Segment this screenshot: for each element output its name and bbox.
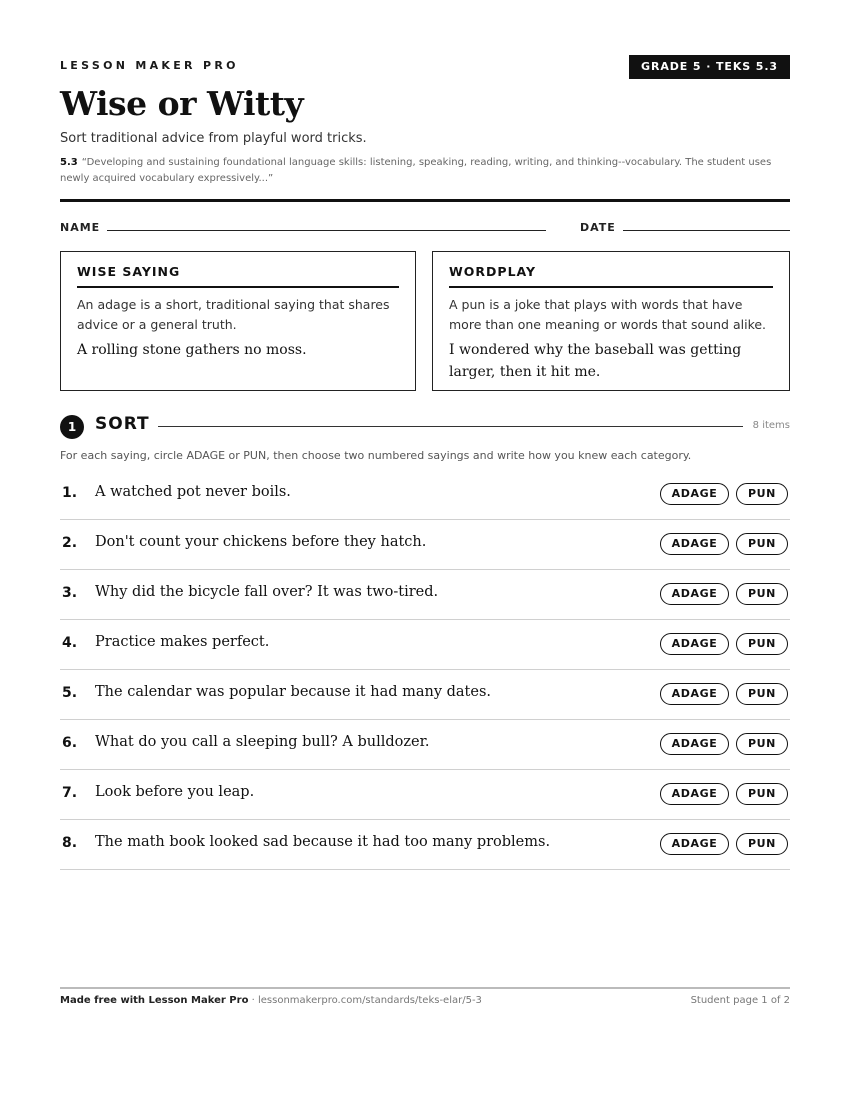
wise-saying-card — [60, 251, 416, 391]
list-item — [60, 470, 790, 520]
sort-item-list — [60, 470, 790, 870]
pun-option[interactable]: PUN — [736, 683, 788, 705]
list-item — [60, 670, 790, 720]
adage-option[interactable]: ADAGE — [660, 733, 729, 755]
list-item — [60, 520, 790, 570]
standard-text: “Developing and sustaining foundational language skills: listening, speaking, reading, writing, and thinking--vocabulary. The student uses newly acquired vocabulary expressively...” — [60, 157, 772, 184]
item-number: 4. — [62, 635, 78, 651]
card-heading: WORDPLAY — [449, 264, 773, 288]
item-number: 5. — [62, 685, 78, 701]
adage-option[interactable]: ADAGE — [660, 783, 729, 805]
item-count: 8 items — [752, 420, 790, 431]
wordplay-card — [432, 251, 790, 391]
name-field[interactable] — [107, 230, 546, 231]
footer-made-with: Made free with Lesson Maker Pro — [60, 995, 249, 1006]
page-number: Student page 1 of 2 — [690, 995, 790, 1006]
pun-option[interactable]: PUN — [736, 483, 788, 505]
brand-name: LESSON MAKER PRO — [60, 59, 239, 72]
pun-option[interactable]: PUN — [736, 583, 788, 605]
name-label: NAME — [60, 221, 101, 234]
item-number: 2. — [62, 535, 78, 551]
card-example: A rolling stone gathers no moss. — [77, 342, 307, 358]
list-item — [60, 820, 790, 870]
pun-option[interactable]: PUN — [736, 633, 788, 655]
adage-option[interactable]: ADAGE — [660, 483, 729, 505]
page-subtitle: Sort traditional advice from playful word tricks. — [60, 131, 367, 146]
list-item — [60, 620, 790, 670]
card-definition: A pun is a joke that plays with words that have more than one meaning or words that sound alike. — [449, 297, 767, 332]
grade-badge: GRADE 5 · TEKS 5.3 — [629, 55, 790, 79]
list-item — [60, 570, 790, 620]
card-heading: WISE SAYING — [77, 264, 399, 288]
section-title: SORT — [95, 414, 150, 434]
item-text: Practice makes perfect. — [95, 634, 270, 650]
pun-option[interactable]: PUN — [736, 533, 788, 555]
standard-description — [60, 155, 790, 187]
pun-option[interactable]: PUN — [736, 783, 788, 805]
pun-option[interactable]: PUN — [736, 733, 788, 755]
standard-code: 5.3 — [60, 157, 78, 168]
item-text: A watched pot never boils. — [95, 484, 291, 500]
footer-credit — [60, 995, 482, 1006]
item-text: What do you call a sleeping bull? A bulldozer. — [95, 734, 430, 750]
date-label: DATE — [580, 221, 616, 234]
card-example: I wondered why the baseball was getting larger, then it hit me. — [449, 342, 742, 380]
item-number: 7. — [62, 785, 78, 801]
footer-divider — [60, 987, 790, 989]
item-text: Look before you leap. — [95, 784, 255, 800]
footer-url: · lessonmakerpro.com/standards/teks-elar/5-3 — [248, 995, 482, 1006]
item-number: 1. — [62, 485, 78, 501]
item-text: The calendar was popular because it had many dates. — [95, 684, 492, 700]
card-definition: An adage is a short, traditional saying that shares advice or a general truth. — [77, 297, 390, 332]
section-divider — [158, 426, 743, 427]
section-instructions: For each saying, circle ADAGE or PUN, then choose two numbered sayings and write how you knew each category. — [60, 449, 692, 462]
header-divider — [60, 199, 790, 202]
item-text: The math book looked sad because it had too many problems. — [95, 834, 551, 850]
adage-option[interactable]: ADAGE — [660, 833, 729, 855]
adage-option[interactable]: ADAGE — [660, 683, 729, 705]
list-item — [60, 720, 790, 770]
pun-option[interactable]: PUN — [736, 833, 788, 855]
item-text: Why did the bicycle fall over? It was two-tired. — [95, 584, 439, 600]
item-number: 3. — [62, 585, 78, 601]
section-number: 1 — [60, 415, 84, 439]
adage-option[interactable]: ADAGE — [660, 633, 729, 655]
adage-option[interactable]: ADAGE — [660, 583, 729, 605]
list-item — [60, 770, 790, 820]
page-title: Wise or Witty — [60, 84, 304, 123]
date-field[interactable] — [623, 230, 790, 231]
item-number: 6. — [62, 735, 78, 751]
item-number: 8. — [62, 835, 78, 851]
adage-option[interactable]: ADAGE — [660, 533, 729, 555]
item-text: Don't count your chickens before they hatch. — [95, 534, 427, 550]
